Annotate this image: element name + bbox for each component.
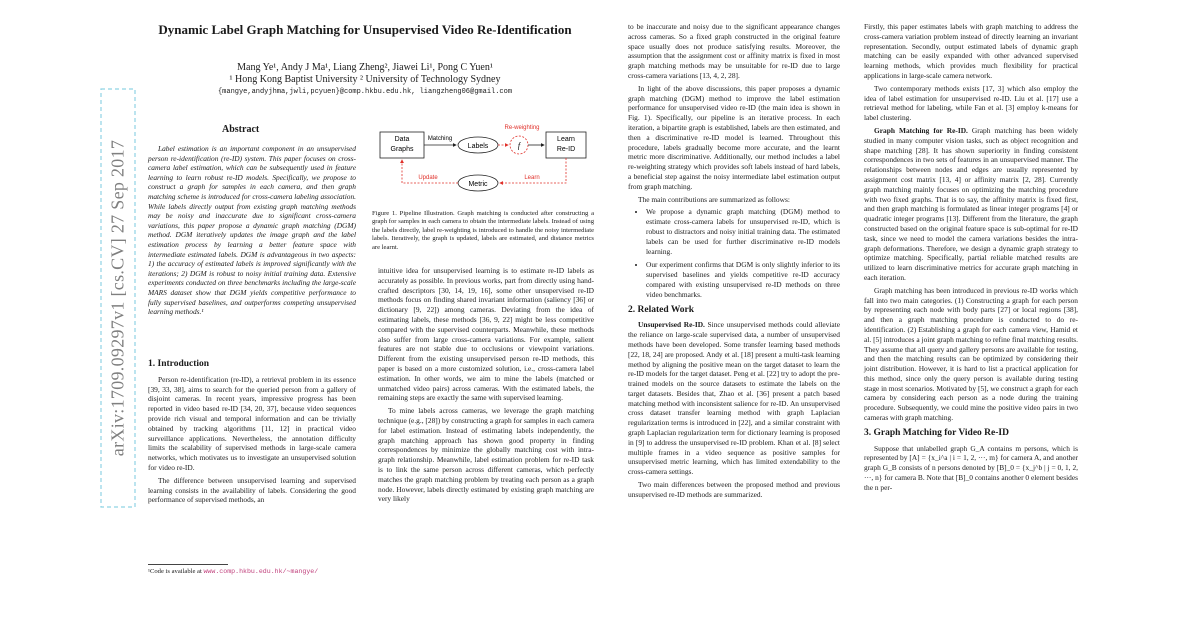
data-graphs-label: Data — [394, 136, 410, 143]
matching-label: Matching — [427, 136, 453, 142]
col2-paragraph-2: To mine labels across cameras, we leverage the graph matching technique (e.g., [28]) by constructing a graph for samples in each camera for label estimation. Instead of estimating labels independently, the graph matching approach has shown good property in finding correspondences by minimize the globally matching cost with intra-graph relationship. Meanwhile, label estimation problem for re-ID task is to link the same person across different cameras, which perfectly matches the graph matching problem by treating each person as a graph node. However, labels directly estimated by existing graph matching are very likely — [378, 406, 594, 504]
figure-1-caption — [372, 210, 594, 252]
column-1 — [148, 354, 356, 508]
column-4 — [864, 22, 1078, 496]
column-2 — [378, 266, 594, 507]
col4-paragraph-4: Graph matching has been introduced in previous re-ID works which fall into two main categories. (1) Constructing a graph for each person by representing each node with body parts [27] or local regions [38], and then a graph matching procedure is conducted to do re-identification. (2) Establishing a graph for each camera view, Hamid et al. [5] introduces a joint graph matching to refine final matching results. They assume that all query and gallery persons are available for testing, and then the matching results can be optimized by considering their joint distribution. However, it is hard to list a practical application for this method, since only the query person is available during testing stage in most scenarios. Motivated by [5], we construct a graph for each camera by considering each person as a node during the training procedure. Subsequently, we could mine the positive video pairs in two cameras with graph matching. — [864, 285, 1078, 423]
paper-title: Dynamic Label Graph Matching for Unsupervised Video Re-Identification — [158, 22, 572, 37]
column-3 — [628, 22, 840, 503]
data-graphs-label-2: Graphs — [390, 146, 414, 153]
reweighting-node-text: f — [517, 141, 521, 150]
col4-paragraph-2: Two contemporary methods exists [17, 3] which also employ the idea of label estimation for unsupervised re-ID. Liu et al. [17] use a retrieval method for labeling, while Fan et al. [3] employ k-means for label clustering. — [864, 83, 1078, 123]
contributions-list — [628, 207, 840, 299]
code-link[interactable]: www.comp.hkbu.edu.hk/~mangye/ — [203, 568, 319, 575]
figure-1-pipeline — [372, 118, 594, 198]
arxiv-stamp-text: arXiv:1709.09297v1 [cs.CV] 27 Sep 2017 — [107, 139, 128, 457]
figure-caption-text: Figure 1. Pipeline Illustration. Graph matching is conducted after constructing a graph for samples in each camera to obtain the intermediate labels. Instead of using the labels directly, label re-weighting is introduced to handle the noisy intermediate labels. Iteratively, the graph is updated, labels are estimated, and distance metrics are learnt. — [372, 210, 594, 251]
contribution-item: • We propose a dynamic graph matching (DGM) method to estimate cross-camera labels for unsupervised re-ID, which is robust to distractors and noisy initial training data. The estimated labels can be used for further discriminative re-ID models learning. — [646, 207, 840, 256]
abstract-heading: Abstract — [222, 124, 260, 135]
arxiv-stamp — [100, 88, 140, 508]
learn-reid-label-2: Re-ID — [556, 146, 576, 153]
related-paragraph-2: Two main differences between the proposed method and previous unsupervised re-ID methods are summarized. — [628, 480, 840, 499]
abstract-body — [148, 144, 356, 317]
emails-line: {mangye,andyjhma,jwli,pcyuen}@comp.hkbu.edu.hk, liangzheng06@gmail.com — [217, 88, 513, 96]
metric-node-text: Metric — [468, 181, 488, 188]
intro-paragraph-2: The difference between unsupervised learning and supervised learning consists in the availability of labels. Considering the good performance of supervised methods, an — [148, 475, 356, 505]
update-label: Update — [418, 175, 438, 181]
pipeline-diagram — [372, 118, 594, 198]
col2-paragraph-1: intuitive idea for unsupervised learning is to estimate re-ID labels as accurately as possible. In previous works, part from directly using hand-crafted descriptors [30, 14, 19, 16], some other unsupervised re-ID methods focus on finding shared invariant information (saliency [36] or dictionary [9, 22]) among cameras. Deviating from the idea of estimating labels, these methods [36, 9, 22] might be less competitive compared with the supervised counterparts. Meanwhile, these methods also suffer from large cross-camera variations. For example, salient features are not stable due to occlusions or viewpoint variations. Different from the existing unsupervised person re-ID methods, this paper is based on a more customized solution, i.e., cross-camera label estimation. In other words, we aim to mine the labels (matched or unmatched video pairs) across cameras. With the estimated labels, the remaining steps are exactly the same with supervised learning. — [378, 266, 594, 403]
col3-paragraph-3: The main contributions are summarized as follows: — [638, 194, 790, 204]
affiliations-line: ¹ Hong Kong Baptist University ² University of Technology Sydney — [229, 74, 501, 85]
related-paragraph-1: Since unsupervised methods could alleviate the reliance on large-scale supervised data, a number of unsupervised methods have been developed. Some transfer learning based methods [22, 18, 24] are proposed. Andy et al. [18] present a multi-task learning method by aligning the positive mean on the target dataset to learn the re-ID models for the target dataset. Peng et al. [22] try to adopt the pre-trained models on the source datasets to estimate the labels on the target datasets. Besides that, Zhao et al. [36] present a patch based matching method with inconsistent salience for re-ID. An unsupervised cross dataset transfer learning method with graph Laplacian regularization terms is introduced in [22], and a similar constraint with graph Laplacian regularization term for dictionary learning is proposed in [9] to address the unsupervised re-ID problem. Khan et al. [8] select multiple frames in a video sequence as positive samples for unsupervised metric learning, which has limited extendability to the cross-camera settings. — [628, 320, 841, 477]
col3-paragraph-2: In light of the above discussions, this paper proposes a dynamic graph matching (DGM) method to improve the label estimation performance for unsupervised video re-ID (the main idea is shown in Fig. 1). Specifically, our pipeline is an iterative process. In each iteration, a bipartite graph is established, labels are then estimated, and then a discriminative re-ID model is learned. Throughout this procedure, labels gradually become more accurate, and the learnt metric more discriminative. Additionally, our method includes a label re-weighting strategy which provides soft labels instead of hard labels, a beneficial step against the noisy intermediate label estimation output from graph matching. — [628, 83, 840, 191]
intro-heading: 1. Introduction — [148, 359, 210, 369]
section-3-heading: 3. Graph Matching for Video Re-ID — [864, 427, 1009, 438]
author-block — [150, 62, 580, 86]
footnote — [148, 568, 318, 575]
col3-paragraph-1: to be inaccurate and noisy due to the significant appearance changes across cameras. So a fixed graph constructed in the original feature space usually does not produce satisfying results. Moreover, the assumption that the assignment cost or affinity matrix is fixed in most graph matching methods may be unsuitable for re-ID due to large cross-camera variations [13, 4, 2, 28]. — [628, 22, 840, 80]
reweighting-label: Re-weighting — [504, 125, 540, 131]
footnote-rule — [148, 564, 228, 565]
contribution-item: • Our experiment confirms that DGM is only slightly inferior to its supervised baselines and yields competitive re-ID accuracy compared with existing unsupervised re-ID methods on three video benchmarks. — [646, 260, 840, 299]
learn-reid-label: Learn — [557, 136, 575, 143]
learn-label: Learn — [524, 175, 540, 181]
intro-paragraph-1: Person re-identification (re-ID), a retrieval problem in its essence [39, 33, 38], aims to search for the queried person from a gallery of disjoint cameras. In recent years, impressive progress has been reported in video based re-ID [34, 20, 37], because video sequences provide rich visual and temporal information and can be trivially obtained by tracking algorithms [11, 12] in practical video surveillance applications. Nevertheless, the annotation difficulty limits the scalability of supervised methods in large-scale camera networks, which motivates us to investigate an unsupervised solution for video re-ID. — [148, 374, 356, 472]
authors-line: Mang Ye¹, Andy J Ma¹, Liang Zheng², Jiawei Li¹, Pong C Yuen¹ — [237, 62, 493, 73]
footnote-text: ¹Code is available at — [148, 568, 204, 575]
col4-paragraph-1: Firstly, this paper estimates labels with graph matching to address the cross-camera variation problem instead of directly learning an invariant representation. Secondly, output estimated labels of dynamic graph matching can be easily expanded with other advanced supervised learning methods, which provides much flexibility for practical applications in large-scale camera network. — [864, 22, 1078, 80]
labels-node-text: Labels — [467, 143, 489, 150]
section-3-paragraph-1: Suppose that unlabelled graph G_A contains m persons, which is represented by [A] = {x_i^a | i = 1, 2, ···, m} for camera A, and another graph G_B consists of n persons denoted by [B]_0 = {x_j^b | j = 0, 1, 2, ···, n} for camera B. Note that [B]_0 contains another 0 element besides the n per- — [864, 443, 1078, 492]
related-work-heading: 2. Related Work — [628, 304, 695, 315]
unsupervised-reid-runhead: Unsupervised Re-ID. — [638, 320, 705, 330]
graph-matching-runhead: Graph Matching for Re-ID. — [874, 125, 968, 135]
abstract-text: Label estimation is an important component in an unsupervised person re-identification (re-ID) system. This paper focuses on cross-camera label estimation, which can be subsequently used in feature learning to learn robust re-ID models. Specifically, we propose to construct a graph for samples in each camera, and then graph matching scheme is introduced for cross-camera labeling association. While labels directly output from existing graph matching methods may be noisy and inaccurate due to significant cross-camera variations, this paper propose a dynamic graph matching (DGM) method. DGM iteratively updates the image graph and the label estimation process by learning a better feature space with intermediate estimated labels. DGM is advantageous in two aspects: 1) the accuracy of estimated labels is improved significantly with the iterations; 2) DGM is robust to noisy initial training data. Extensive experiments conducted on three benchmarks including the large-scale MARS dataset show that DGM yields competitive performance to fully supervised baselines, and outperforms competing unsupervised learning methods.¹ — [148, 144, 356, 317]
col4-paragraph-3: Graph matching has been widely studied in many computer vision tasks, such as object recognition and shape matching [28]. It has shown superiority in finding consistent correspondences in two sets of features in an unsupervised manner. The relationships between nodes and edges are usually represented by assignment cost matrix [13, 4] or affinity matrix [2, 28]. Currently graph matching mainly focuses on optimizing the matching procedure with two fixed graphs. That is to say, the affinity matrix is fixed first, and then graph matching is formulated as linear integer programs [4] or quadratic integer programs [13]. Different from the literature, the graph constructed based on the original feature space is sub-optimal for re-ID task, since we need to model the camera variations besides the intra-graph deformations. Therefore, we design a dynamic graph strategy to optimize matching. Specifically, partial reliable matched results are utilized to learn discriminative metrics for accurate graph matching in each iteration. — [864, 125, 1078, 282]
